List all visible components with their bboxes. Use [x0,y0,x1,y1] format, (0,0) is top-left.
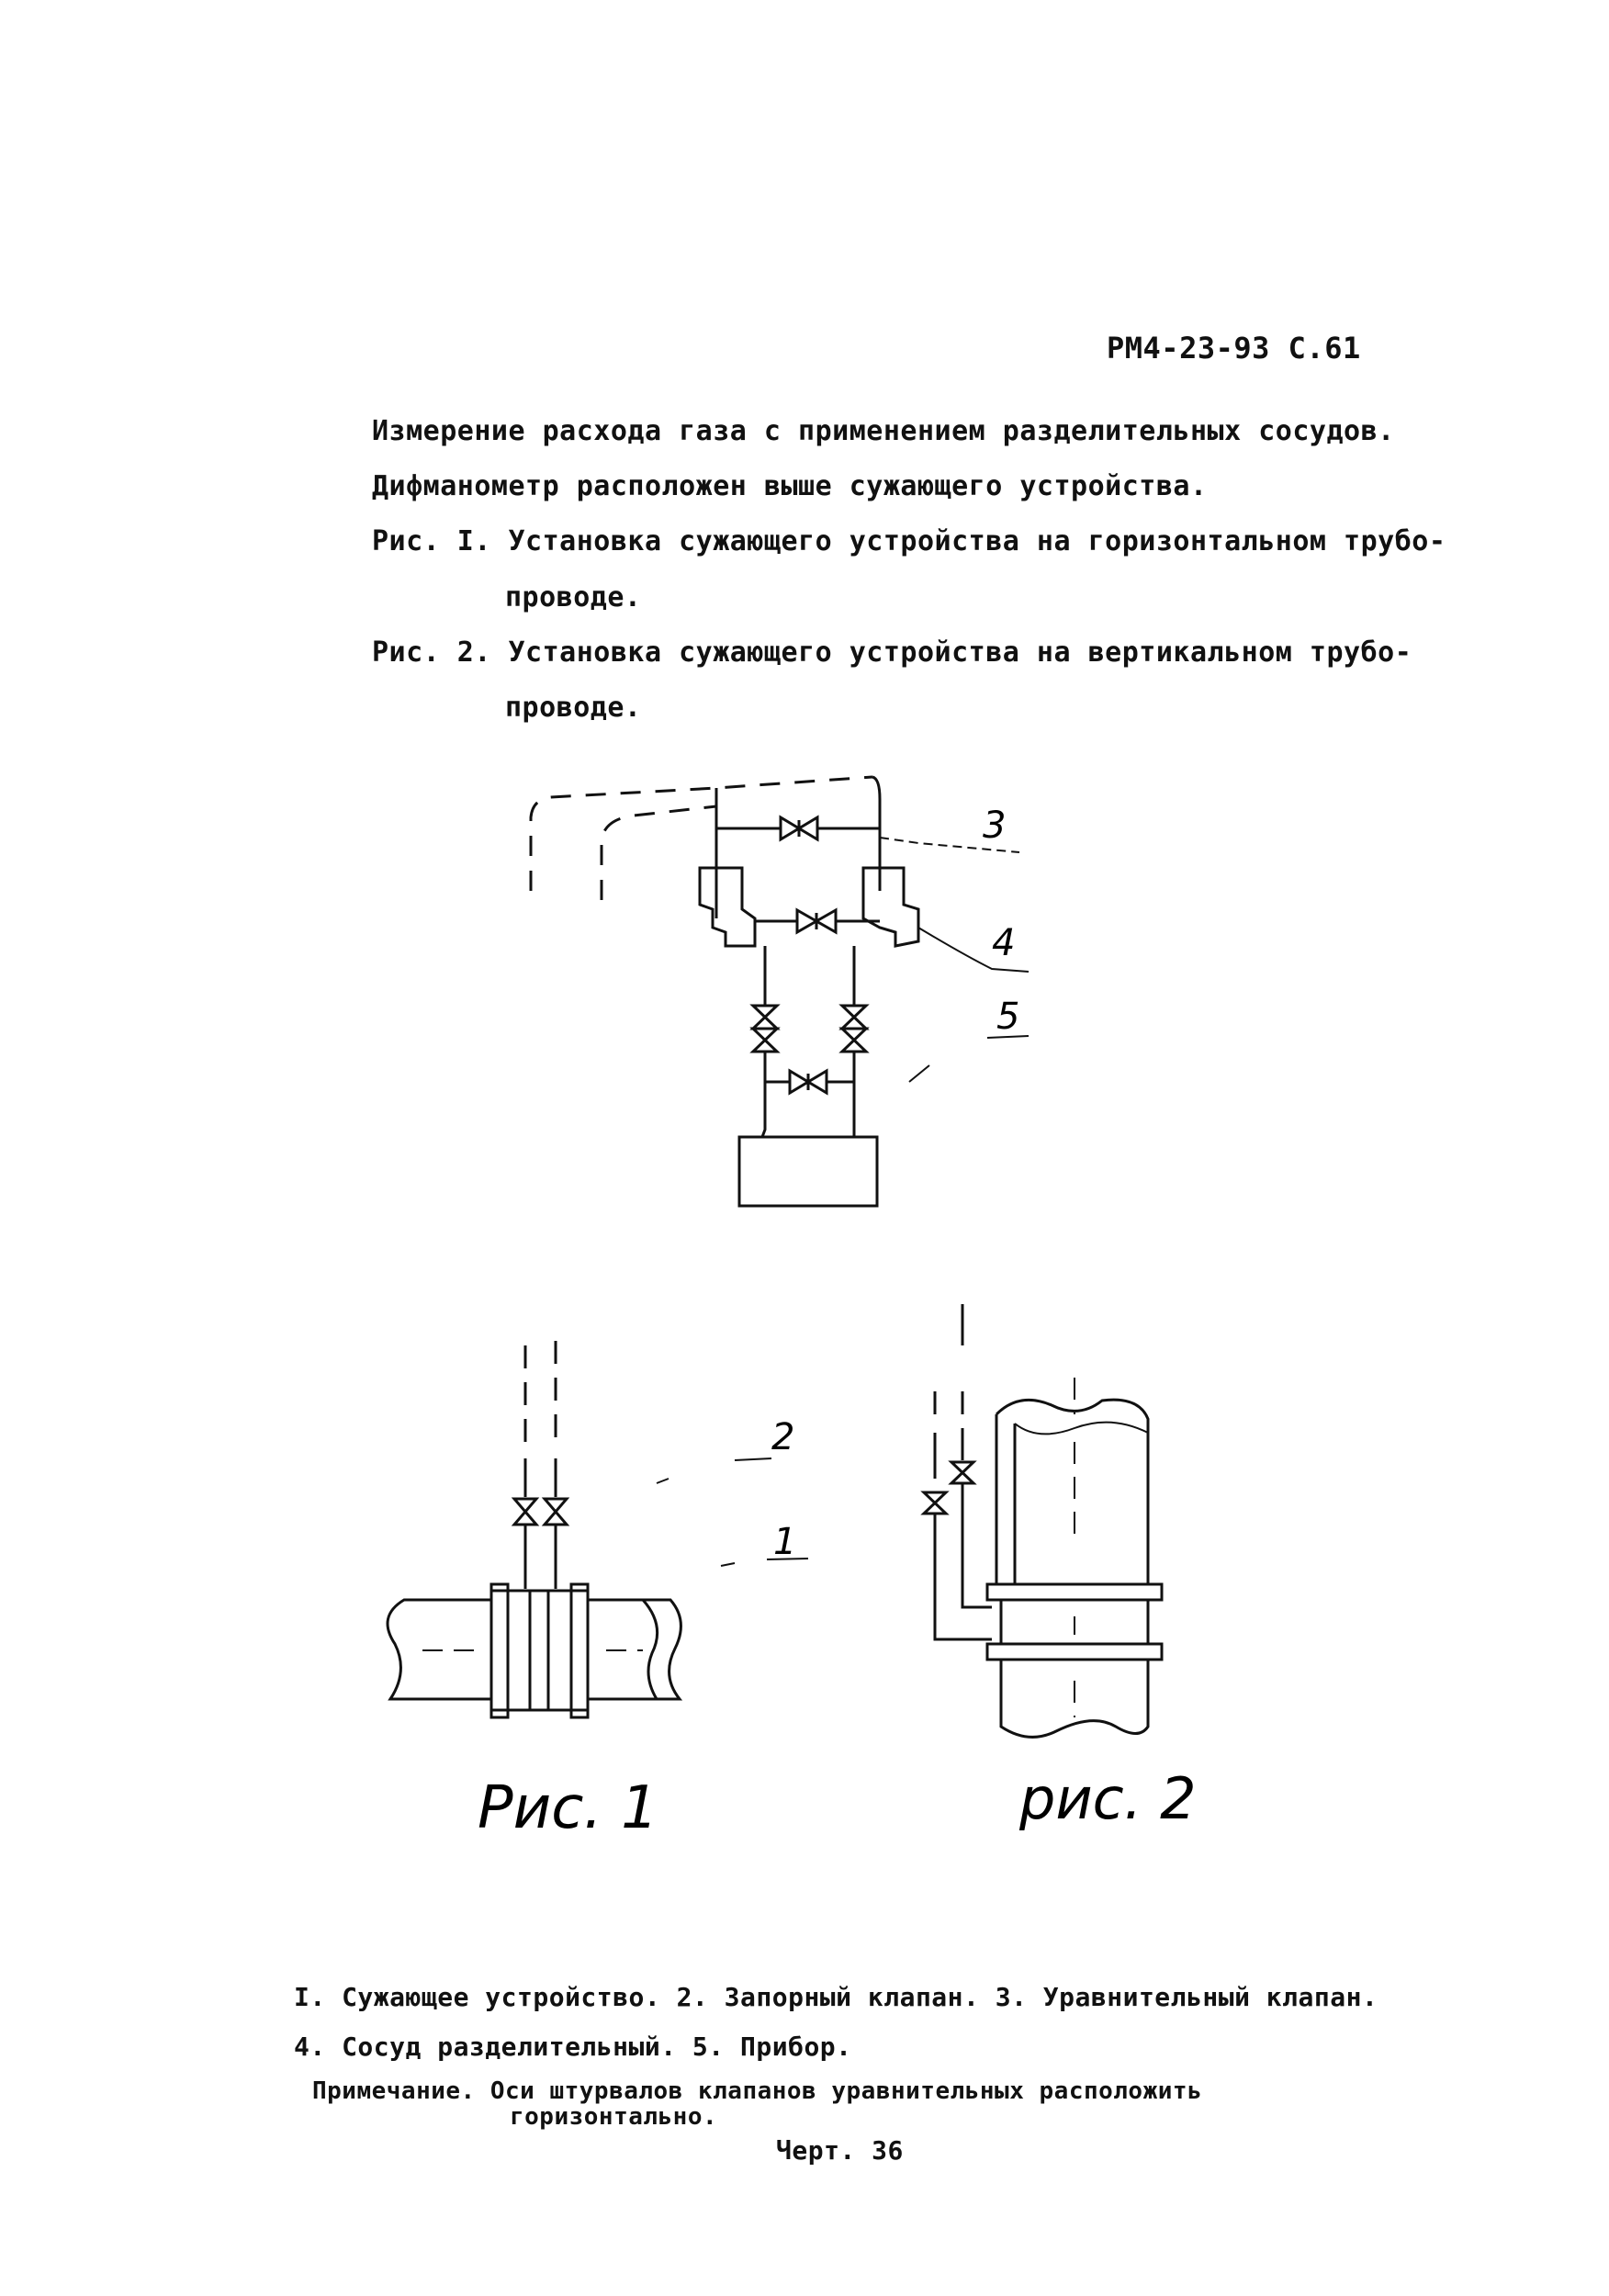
legend-line-2: 4. Сосуд разделительный. 5. Прибор. [294,2032,852,2062]
drawing-reference: Черт. 36 [776,2135,904,2166]
leader-5 [909,1065,929,1082]
fig1-valve-right [545,1499,567,1525]
label-1: 1 [773,1521,797,1563]
shutoff-valve-left [753,1006,777,1052]
label-4: 4 [992,922,1016,964]
fig2-caption-line-2: проводе. [505,692,642,724]
right-upper-line [872,777,880,891]
instrument-box [739,1137,877,1206]
equalizing-valve-upper [781,817,817,839]
fig1-valve-left [514,1499,536,1525]
equalizing-valve-middle [797,910,836,932]
legend-line-1: I. Сужающее устройство. 2. Запорный клапан. 3. Уравнительный клапан. [294,1982,1378,2012]
separation-vessel-right [863,868,918,946]
fig1-handwritten-label: Рис. 1 [478,1774,658,1842]
note-line-1: Примечание. Оси штурвалов клапанов уравнительных расположить [312,2077,1203,2105]
label-5: 5 [996,996,1020,1038]
label-2: 2 [771,1416,795,1458]
fig1-caption-line-2: проводе. [505,581,642,613]
fig2-handwritten-label: рис. 2 [1019,1765,1197,1832]
equalizing-valve-lower [790,1071,827,1093]
intro-line-1: Измерение расхода газа с применением разделительных сосудов. [372,415,1395,447]
label-3: 3 [983,805,1007,847]
separation-vessel-left [700,868,755,946]
document-code: РМ4-23-93 С.61 [1107,331,1361,366]
intro-line-2: Дифманометр расположен выше сужающего устройства. [372,470,1208,502]
fig2-caption-line-1: Рис. 2. Установка сужающего устройства на вертикальном трубо- [372,636,1412,669]
fig2-vertical-pipeline [924,1304,1162,1737]
note-line-2: горизонтально. [510,2103,718,2131]
impulse-lines-dashed [531,777,872,900]
fig2-valve-lower [924,1492,946,1514]
fig1-caption-line-1: Рис. I. Установка сужающего устройства на горизонтальном трубо- [372,525,1446,557]
shutoff-valve-right [842,1006,866,1052]
fig1-horizontal-pipeline [388,1341,808,1717]
fig2-valve-upper [951,1462,973,1483]
